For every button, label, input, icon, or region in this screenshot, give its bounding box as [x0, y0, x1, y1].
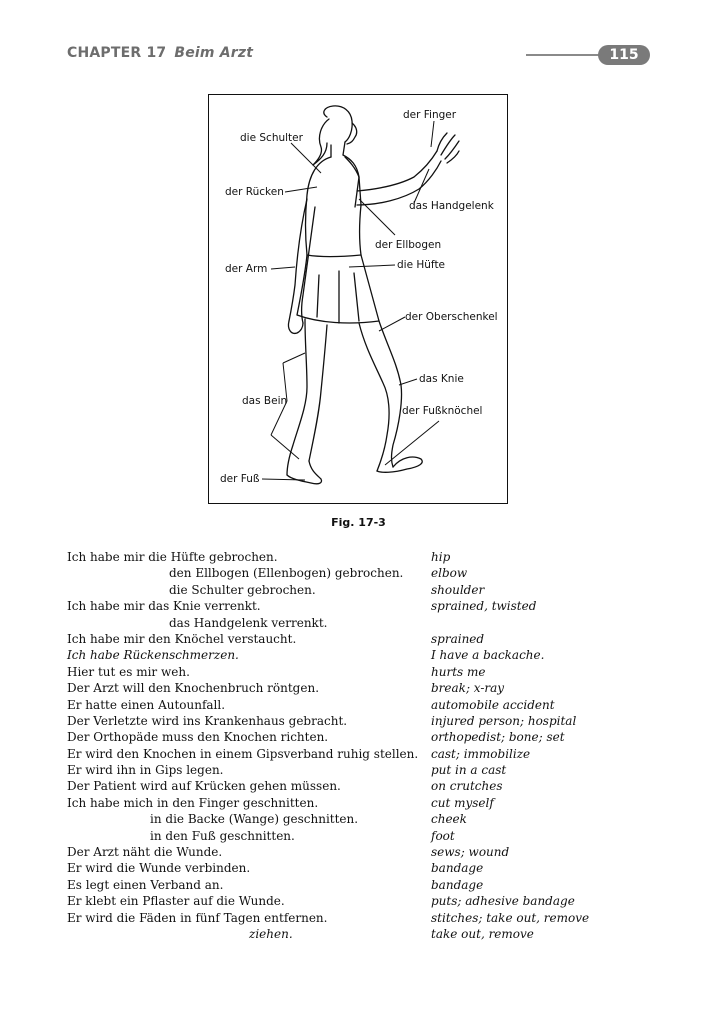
- vocab-row: [67, 860, 667, 876]
- vocab-german-text: Er wird ihn in Gips legen.: [67, 763, 224, 778]
- vocab-german: [67, 778, 341, 794]
- vocab-english: sews; wound: [431, 845, 510, 860]
- vocab-english: stitches; take out, remove: [431, 910, 590, 925]
- vocab-english: elbow: [431, 566, 468, 581]
- vocab-german-text: in die Backe (Wange) geschnitten.: [150, 812, 359, 827]
- vocab-german: [67, 910, 327, 926]
- vocab-row: [67, 582, 667, 598]
- vocab-row: [67, 910, 667, 926]
- vocab-german: [150, 828, 295, 844]
- chapter-number: CHAPTER 17: [67, 45, 167, 61]
- vocab-row: [67, 598, 667, 614]
- vocab-row: [67, 778, 667, 794]
- vocab-german-text: Er wird die Fäden in fünf Tagen entfernen.: [67, 910, 328, 925]
- vocab-english: puts; adhesive bandage: [431, 894, 575, 909]
- label-huefte: die Hüfte: [397, 259, 446, 271]
- vocab-row: [67, 795, 667, 811]
- vocab-english: break; x-ray: [431, 681, 505, 696]
- vocab-german: [150, 811, 358, 827]
- vocab-german-text: Er hatte einen Autounfall.: [67, 697, 226, 712]
- vocabulary-list: [67, 549, 667, 942]
- vocab-english: sprained, twisted: [431, 599, 537, 614]
- label-oberschenkel: der Oberschenkel: [405, 311, 498, 323]
- vocab-german-text: Ich habe mich in den Finger geschnitten.: [67, 795, 319, 810]
- vocab-german-text: Der Verletzte wird ins Krankenhaus gebracht.: [67, 713, 348, 728]
- vocab-english: cut myself: [431, 795, 494, 810]
- vocab-german-text: Er klebt ein Pflaster auf die Wunde.: [67, 894, 285, 909]
- walking-woman-illustration: [209, 95, 507, 503]
- vocab-german: [169, 615, 327, 631]
- vocab-row: [67, 647, 667, 663]
- vocab-english: I have a backache.: [431, 648, 545, 663]
- vocab-row: [67, 631, 667, 647]
- vocab-german: [67, 713, 347, 729]
- vocab-german-text: die Schulter gebrochen.: [169, 582, 316, 597]
- label-schulter: die Schulter: [240, 132, 303, 144]
- vocab-german: [169, 565, 403, 581]
- vocab-german-text: ziehen.: [249, 926, 293, 941]
- vocab-row: [67, 844, 667, 860]
- vocab-german-text: Ich habe Rückenschmerzen.: [67, 648, 239, 663]
- vocab-english: take out, remove: [431, 926, 534, 941]
- vocab-english: bandage: [431, 861, 484, 876]
- vocab-english: cast; immobilize: [431, 746, 531, 761]
- vocab-german: [67, 549, 278, 565]
- chapter-title: Beim Arzt: [174, 45, 254, 61]
- vocab-german-text: Es legt einen Verband an.: [67, 877, 224, 892]
- vocab-row: [67, 664, 667, 680]
- vocab-row: [67, 877, 667, 893]
- vocab-english: foot: [431, 828, 455, 843]
- vocab-english: orthopedist; bone; set: [431, 730, 565, 745]
- vocab-german: [169, 582, 316, 598]
- vocab-german: [67, 598, 261, 614]
- vocab-german-text: den Ellbogen (Ellenbogen) gebrochen.: [169, 566, 404, 581]
- vocab-german: [67, 697, 225, 713]
- vocab-row: [67, 549, 667, 565]
- vocab-english: on crutches: [431, 779, 503, 794]
- vocab-german: [249, 926, 293, 942]
- vocab-english: sprained: [431, 631, 485, 646]
- label-knie: das Knie: [419, 373, 464, 385]
- vocab-german: [67, 631, 296, 647]
- vocab-german-text: Der Orthopäde muss den Knochen richten.: [67, 730, 329, 745]
- figure-caption: Fig. 17-3: [331, 516, 386, 529]
- vocab-german-text: Hier tut es mir weh.: [67, 664, 190, 679]
- vocab-english: injured person; hospital: [431, 713, 577, 728]
- label-ruecken: der Rücken: [225, 186, 284, 198]
- label-arm: der Arm: [225, 263, 268, 275]
- vocab-english: shoulder: [431, 582, 485, 597]
- vocab-row: [67, 713, 667, 729]
- vocab-german: [67, 860, 250, 876]
- vocab-german: [67, 795, 318, 811]
- vocab-german-text: Er wird die Wunde verbinden.: [67, 861, 251, 876]
- label-ellbogen: der Ellbogen: [375, 239, 442, 251]
- vocab-row: [67, 926, 667, 942]
- header-rule: [526, 54, 606, 56]
- vocab-german-text: Ich habe mir das Knie verrenkt.: [67, 599, 261, 614]
- label-fussknoechel: der Fußknöchel: [402, 405, 483, 417]
- label-finger: der Finger: [403, 109, 457, 121]
- vocab-row: [67, 811, 667, 827]
- vocab-german-text: in den Fuß geschnitten.: [150, 828, 295, 843]
- page-number: 115: [598, 45, 650, 65]
- page-header: [67, 45, 667, 69]
- vocab-german-text: Der Arzt näht die Wunde.: [67, 845, 223, 860]
- vocab-row: [67, 680, 667, 696]
- vocab-german: [67, 762, 224, 778]
- label-bein: das Bein: [242, 395, 288, 407]
- label-handgelenk: das Handgelenk: [409, 200, 494, 212]
- vocab-german: [67, 664, 190, 680]
- vocab-german: [67, 647, 239, 663]
- vocab-german: [67, 729, 328, 745]
- vocab-row: [67, 615, 667, 631]
- vocab-row: [67, 746, 667, 762]
- vocab-german-text: Ich habe mir die Hüfte gebrochen.: [67, 550, 278, 564]
- vocab-german: [67, 746, 418, 762]
- vocab-row: [67, 729, 667, 745]
- vocab-row: [67, 828, 667, 844]
- vocab-german: [67, 680, 319, 696]
- vocab-english: hurts me: [431, 664, 486, 679]
- vocab-english: hip: [431, 550, 451, 564]
- vocab-row: [67, 565, 667, 581]
- vocab-english: automobile accident: [431, 697, 555, 712]
- vocab-english: cheek: [431, 812, 467, 827]
- vocab-german: [67, 844, 222, 860]
- vocab-german: [67, 877, 223, 893]
- vocab-german-text: das Handgelenk verrenkt.: [169, 615, 328, 630]
- vocab-row: [67, 893, 667, 909]
- vocab-german-text: Der Arzt will den Knochenbruch röntgen.: [67, 681, 320, 696]
- chapter-heading: [67, 45, 253, 61]
- vocab-english: bandage: [431, 877, 484, 892]
- label-fuss: der Fuß: [220, 473, 260, 485]
- vocab-row: [67, 762, 667, 778]
- vocab-german: [67, 893, 285, 909]
- vocab-row: [67, 697, 667, 713]
- vocab-english: put in a cast: [431, 763, 507, 778]
- vocab-german-text: Ich habe mir den Knöchel verstaucht.: [67, 631, 297, 646]
- body-parts-figure: [208, 94, 508, 504]
- vocab-german-text: Er wird den Knochen in einem Gipsverband ruhig stellen.: [67, 746, 419, 761]
- vocab-german-text: Der Patient wird auf Krücken gehen müssen.: [67, 779, 341, 794]
